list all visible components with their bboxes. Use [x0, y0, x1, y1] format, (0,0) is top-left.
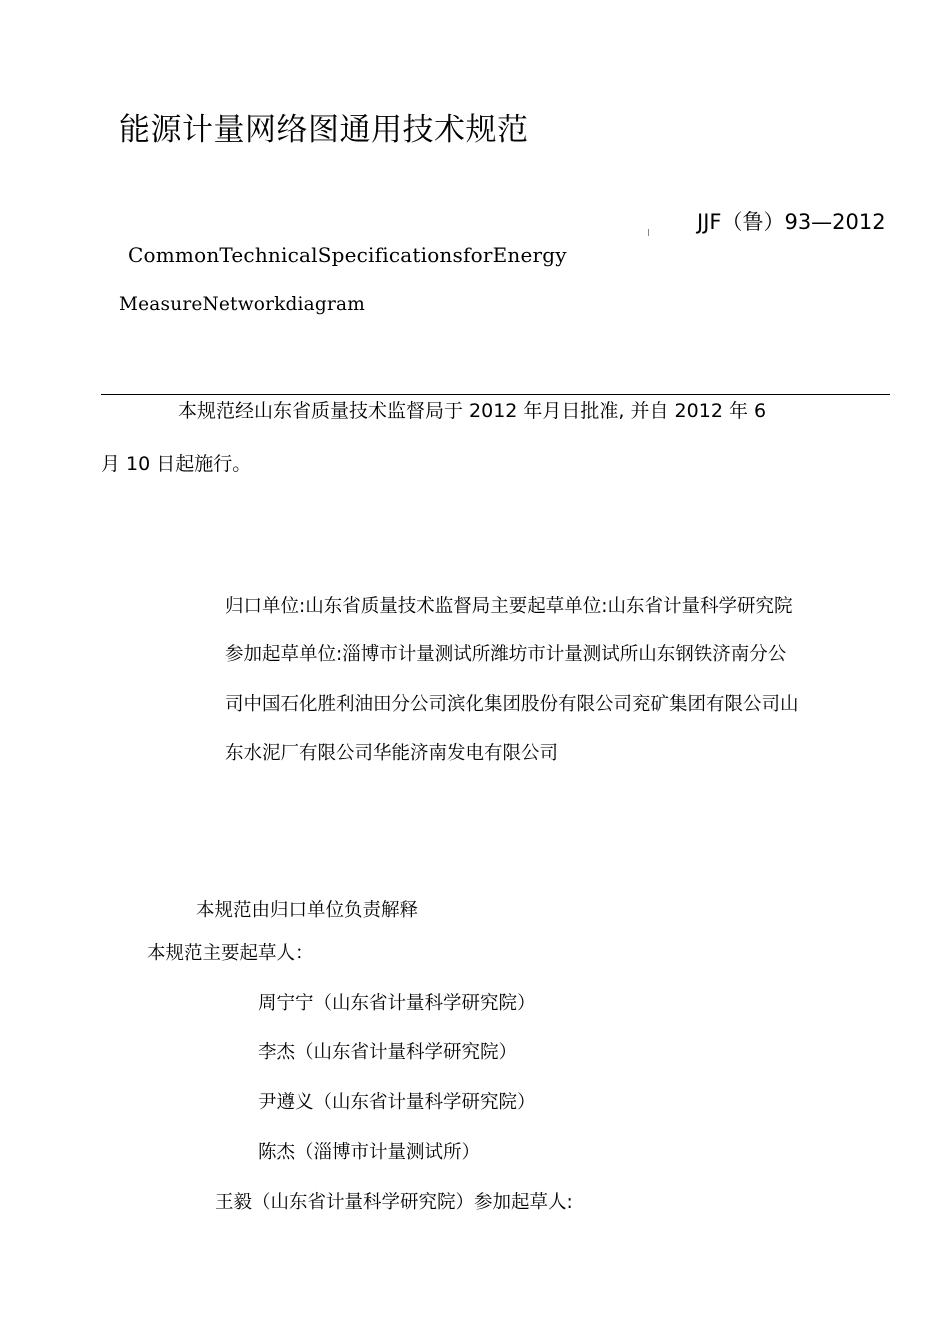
drafter-item: 陈杰（淄博市计量测试所）	[258, 1142, 481, 1163]
document-title: 能源计量网络图通用技术规范	[119, 112, 529, 148]
divider-line	[101, 394, 890, 395]
drafter-item: 尹遵义（山东省计量科学研究院）	[258, 1092, 536, 1113]
units-line-3: 司中国石化胜利油田分公司滨化集团股份有限公司兖矿集团有限公司山	[225, 694, 799, 715]
drafter-item: 周宁宁（山东省计量科学研究院）	[258, 993, 536, 1014]
drafters-label: 本规范主要起草人：	[147, 943, 314, 964]
approval-statement-line-1: 本规范经山东省质量技术监督局于 2012 年月日批准, 并自 2012 年 6	[178, 400, 767, 422]
drafter-item: 李杰（山东省计量科学研究院）	[258, 1042, 518, 1063]
units-line-2: 参加起草单位:淄博市计量测试所潍坊市计量测试所山东钢铁济南分公	[225, 644, 787, 665]
english-title-line-1: CommonTechnicalSpecificationsforEnergy	[128, 243, 567, 267]
units-line-4: 东水泥厂有限公司华能济南发电有限公司	[225, 743, 559, 764]
standard-code: JJF（鲁）93—2012	[697, 210, 886, 234]
drafter-item: 王毅（山东省计量科学研究院）参加起草人:	[215, 1192, 573, 1213]
interpretation-note: 本规范由归口单位负责解释	[196, 900, 419, 921]
english-title-line-2: MeasureNetworkdiagram	[119, 294, 365, 315]
approval-statement-line-2: 月 10 日起施行。	[101, 453, 252, 475]
units-line-1: 归口单位:山东省质量技术监督局主要起草单位:山东省计量科学研究院	[225, 596, 793, 617]
scan-mark	[648, 229, 649, 236]
